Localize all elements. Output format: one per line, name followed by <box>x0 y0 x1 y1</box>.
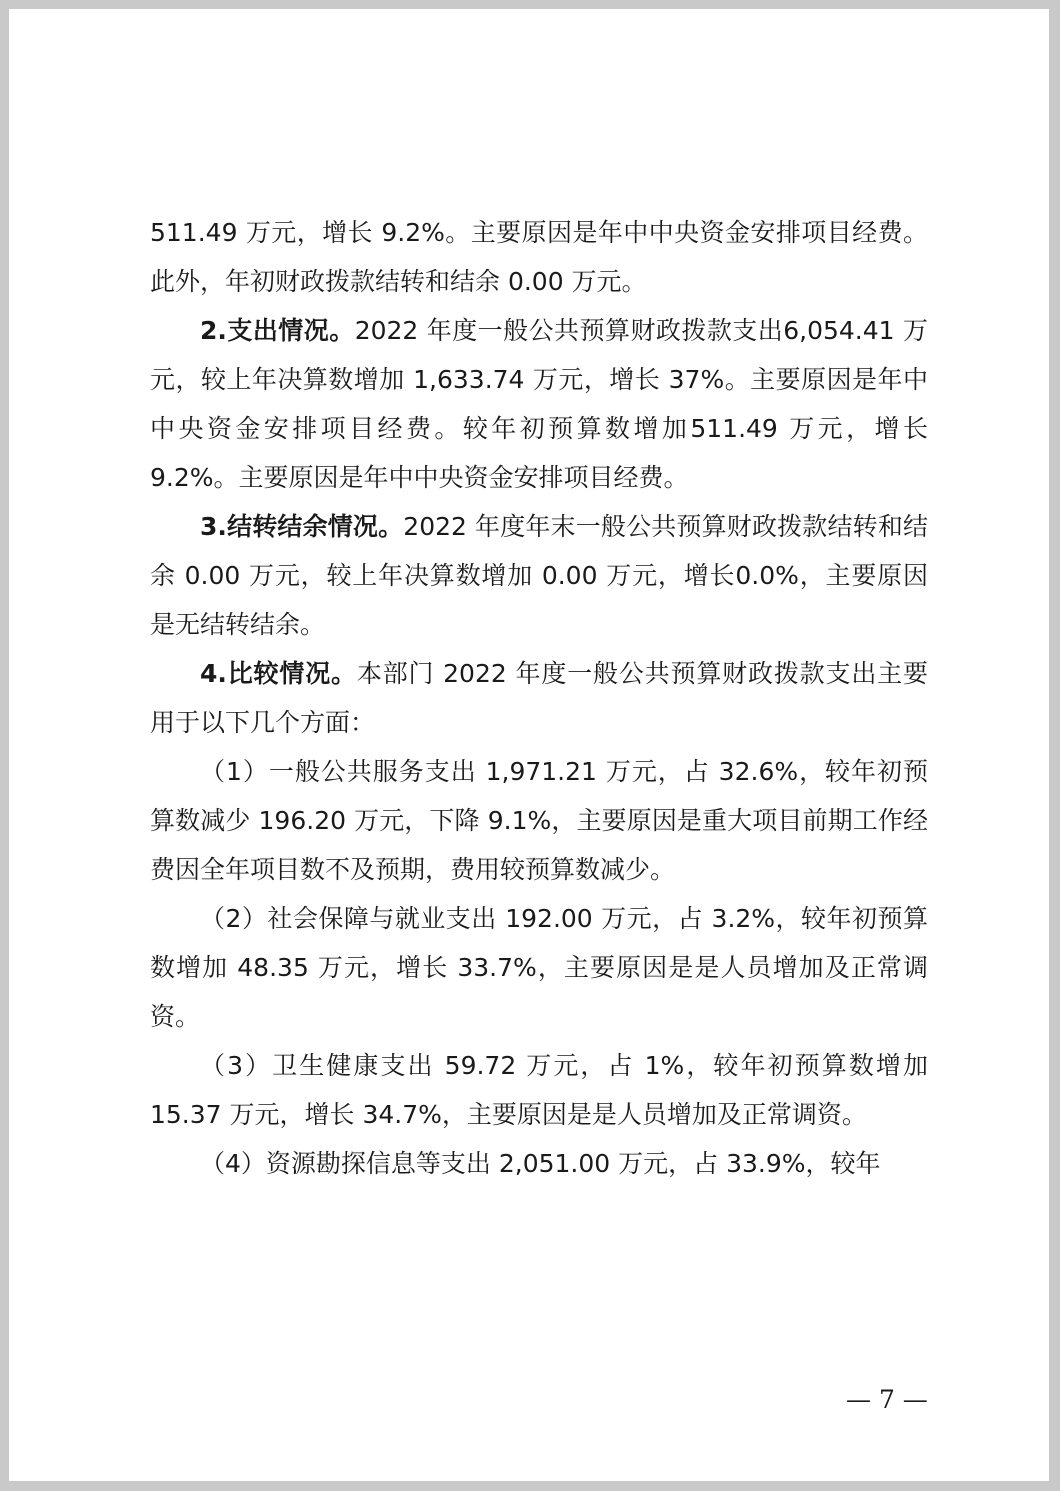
paragraph-expenditure <box>150 306 928 502</box>
paragraph-text: 本部门 2022 年度一般公共预算财政拨款支出主要用于以下几个方面： <box>150 659 928 737</box>
paragraph-text: 2022 年度年末一般公共预算财政拨款结转和结余 0.00 万元，较上年决算数增加 0.00 万元，增长0.0%，主要原因是无结转结余。 <box>150 512 928 639</box>
document-page <box>9 9 1049 1481</box>
paragraph-item-3 <box>150 1041 928 1139</box>
paragraph-text: （3）卫生健康支出 59.72 万元，占 1%，较年初预算数增加 15.37 万元，增长 34.7%，主要原因是是人员增加及正常调资。 <box>150 1051 928 1129</box>
paragraph-text: 511.49 万元，增长 9.2%。主要原因是年中中央资金安排项目经费。此外，年初财政拨款结转和结余 0.00 万元。 <box>150 218 928 296</box>
paragraph-heading: 2.支出情况。 <box>200 316 355 345</box>
paragraph-item-1 <box>150 747 928 894</box>
paragraph-text: 2022 年度一般公共预算财政拨款支出6,054.41 万元，较上年决算数增加 1,633.74 万元，增长 37%。主要原因是年中中央资金安排项目经费。较年初预算数增加511.49 万元，增长 9.2%。主要原因是年中中央资金安排项目经费。 <box>150 316 928 492</box>
paragraph-heading: 3.结转结余情况。 <box>200 512 404 541</box>
paragraph-carryover <box>150 502 928 649</box>
page-number: — 7 — <box>846 1385 928 1414</box>
paragraph-continuation <box>150 208 928 306</box>
paragraph-text: （2）社会保障与就业支出 192.00 万元，占 3.2%，较年初预算数增加 48.35 万元，增长 33.7%，主要原因是是人员增加及正常调资。 <box>150 904 928 1031</box>
page-body <box>150 208 928 1188</box>
paragraph-comparison <box>150 649 928 747</box>
paragraph-item-4 <box>150 1139 928 1188</box>
paragraph-heading: 4.比较情况。 <box>200 659 357 688</box>
paragraph-item-2 <box>150 894 928 1041</box>
paragraph-text: （4）资源勘探信息等支出 2,051.00 万元，占 33.9%，较年 <box>200 1149 881 1178</box>
paragraph-text: （1）一般公共服务支出 1,971.21 万元，占 32.6%，较年初预算数减少 196.20 万元，下降 9.1%，主要原因是重大项目前期工作经费因全年项目数不及预期，费用较预算数减少。 <box>150 757 928 884</box>
